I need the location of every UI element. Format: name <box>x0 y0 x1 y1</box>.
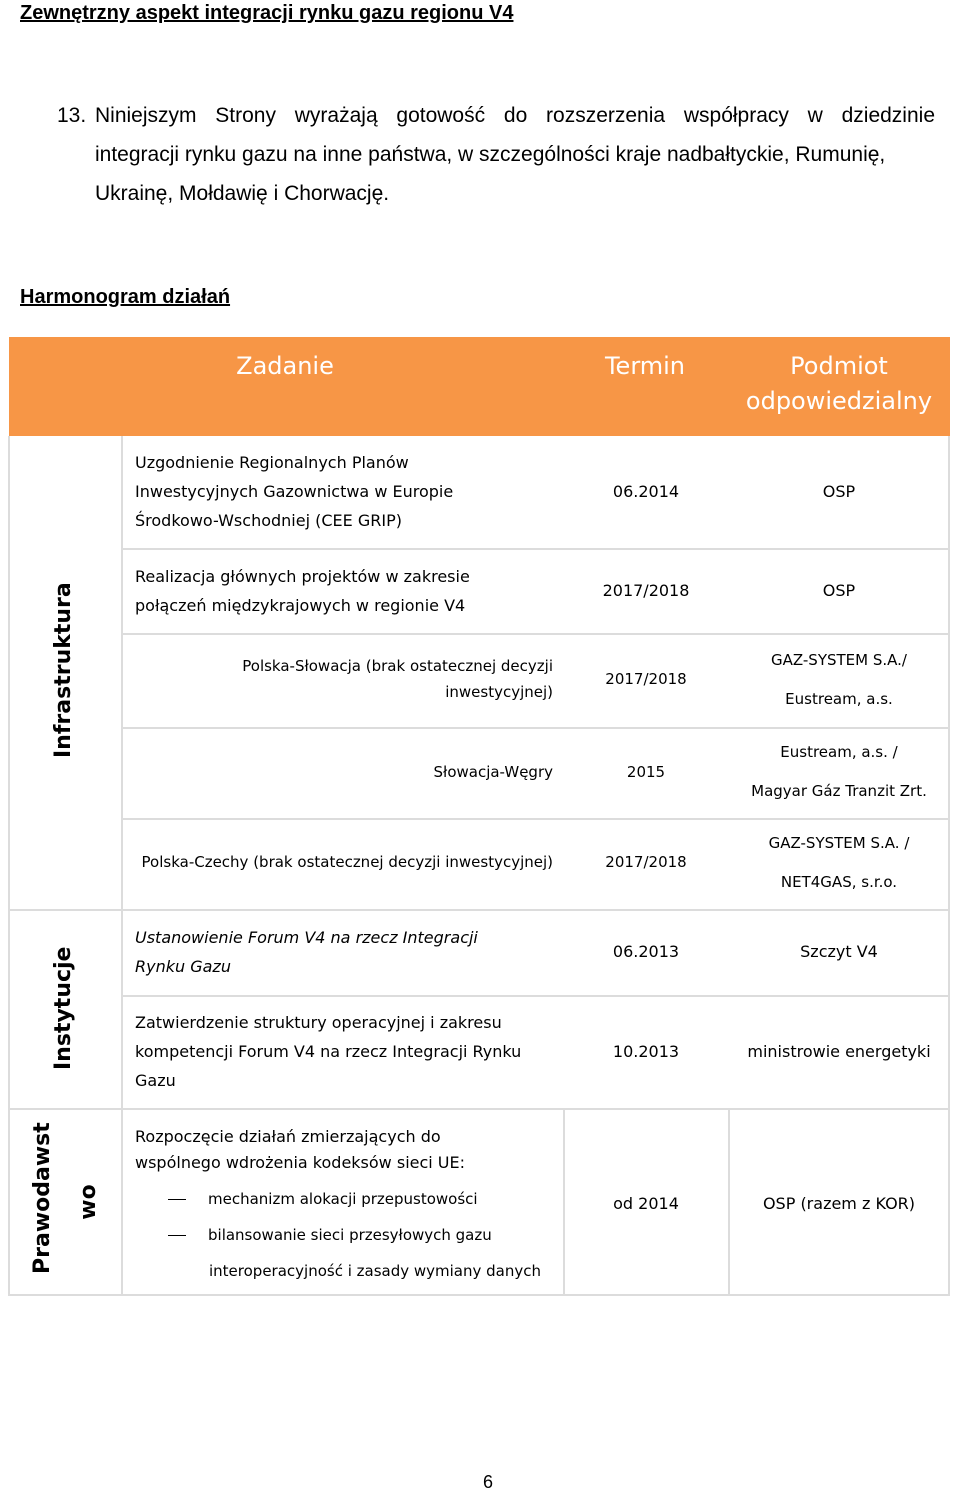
r8-bullet-dash-2 <box>168 1235 186 1236</box>
r1-task-line-1: Uzgodnienie Regionalnych Planów <box>135 453 409 472</box>
r3-responsible-line-1: GAZ-SYSTEM S.A./ <box>771 651 907 669</box>
r8-extra-line: interoperacyjność i zasady wymiany danych <box>209 1262 542 1280</box>
r5-term: 2017/2018 <box>605 853 687 871</box>
r4-term: 2015 <box>626 763 666 781</box>
r3-responsible-line-2: Eustream, a.s. <box>785 690 893 708</box>
r8-responsible: OSP (razem z KOR) <box>762 1194 916 1213</box>
r7-term: 10.2013 <box>612 1042 680 1061</box>
page-number: 6 <box>483 1472 494 1492</box>
header-term: Termin <box>604 352 686 380</box>
r6-responsible: Szczyt V4 <box>800 942 878 961</box>
r4-task: Słowacja-Węgry <box>433 763 553 781</box>
r3-term: 2017/2018 <box>605 670 687 688</box>
r2-term: 2017/2018 <box>602 581 690 600</box>
r2-task-line-2: połączeń międzykrajowych w regionie V4 <box>135 596 466 615</box>
row-divider-3 <box>123 727 948 729</box>
r7-task-line-2: kompetencji Forum V4 na rzecz Integracji Rynku <box>135 1042 522 1061</box>
group-label-institutions: Instytucje <box>51 946 76 1070</box>
r2-task-line-1: Realizacja głównych projektów w zakresie <box>135 567 470 586</box>
group-label-infrastructure: Infrastruktura <box>51 582 76 758</box>
r1-task-line-2: Inwestycyjnych Gazownictwa w Europie <box>135 482 454 501</box>
r8-bullet-2: bilansowanie sieci przesyłowych gazu <box>208 1226 492 1244</box>
group-divider-1 <box>8 909 950 911</box>
r5-responsible-line-1: GAZ-SYSTEM S.A. / <box>768 834 910 852</box>
r8-task-line-2: wspólnego wdrożenia kodeksów sieci UE: <box>135 1153 466 1172</box>
section-heading: Zewnętrzny aspekt integracji rynku gazu regionu V4 <box>20 2 514 24</box>
r1-task-line-3: Środkowo-Wschodniej (CEE GRIP) <box>135 511 402 530</box>
r6-term: 06.2013 <box>612 942 680 961</box>
r5-responsible-line-2: NET4GAS, s.r.o. <box>780 873 898 891</box>
row-divider-1 <box>123 548 948 550</box>
r7-task-line-1: Zatwierdzenie struktury operacyjnej i zakresu <box>135 1013 502 1032</box>
r5-task: Polska-Czechy (brak ostatecznej decyzji inwestycyjnej) <box>141 853 553 871</box>
table-border-right <box>948 436 950 1296</box>
r3-task-line-2: inwestycyjnej) <box>445 683 553 701</box>
group-column-divider <box>121 436 123 1296</box>
schedule-title: Harmonogram działań <box>20 286 231 308</box>
group-label-legislation-2: wo <box>76 1184 101 1220</box>
paragraph-line-3: Ukrainę, Mołdawię i Chorwację. <box>95 182 390 205</box>
header-responsible-line1: Podmiot <box>790 352 888 380</box>
r3-task-line-1: Polska-Słowacja (brak ostatecznej decyzji <box>242 657 553 675</box>
row-divider-4 <box>123 818 948 820</box>
r1-responsible: OSP <box>822 482 856 501</box>
paragraph-number: 13. <box>57 104 87 127</box>
r8-bullet-1: mechanizm alokacji przepustowości <box>208 1190 478 1208</box>
r7-responsible: ministrowie energetyki <box>747 1042 931 1061</box>
table-border-left <box>8 436 10 1296</box>
r4-responsible-line-1: Eustream, a.s. / <box>780 743 898 761</box>
table-border-bottom <box>8 1294 950 1296</box>
row-divider-5 <box>123 995 948 997</box>
row-divider-2 <box>123 633 948 635</box>
r8-task-line-1: Rozpoczęcie działań zmierzających do <box>135 1127 441 1146</box>
paragraph-line-1: Niniejszym Strony wyrażają gotowość do rozszerzenia współpracy w dziedzinie <box>95 104 935 127</box>
group-divider-2 <box>8 1108 950 1110</box>
r2-responsible: OSP <box>822 581 856 600</box>
r6-task-line-1: Ustanowienie Forum V4 na rzecz Integracji <box>135 928 478 947</box>
r7-task-line-3: Gazu <box>135 1071 176 1090</box>
header-task: Zadanie <box>236 352 334 380</box>
r6-task-line-2: Rynku Gazu <box>135 957 231 976</box>
header-responsible-line2: odpowiedzialny <box>745 387 933 415</box>
paragraph-line-2: integracji rynku gazu na inne państwa, w szczególności kraje nadbałtyckie, Rumunię, <box>95 143 886 166</box>
group-label-legislation-1: Prawodawst <box>30 1122 55 1274</box>
r8-term: od 2014 <box>613 1194 679 1213</box>
r1-term: 06.2014 <box>612 482 680 501</box>
r8-bullet-dash-1 <box>168 1199 186 1200</box>
r4-responsible-line-2: Magyar Gáz Tranzit Zrt. <box>751 782 927 800</box>
